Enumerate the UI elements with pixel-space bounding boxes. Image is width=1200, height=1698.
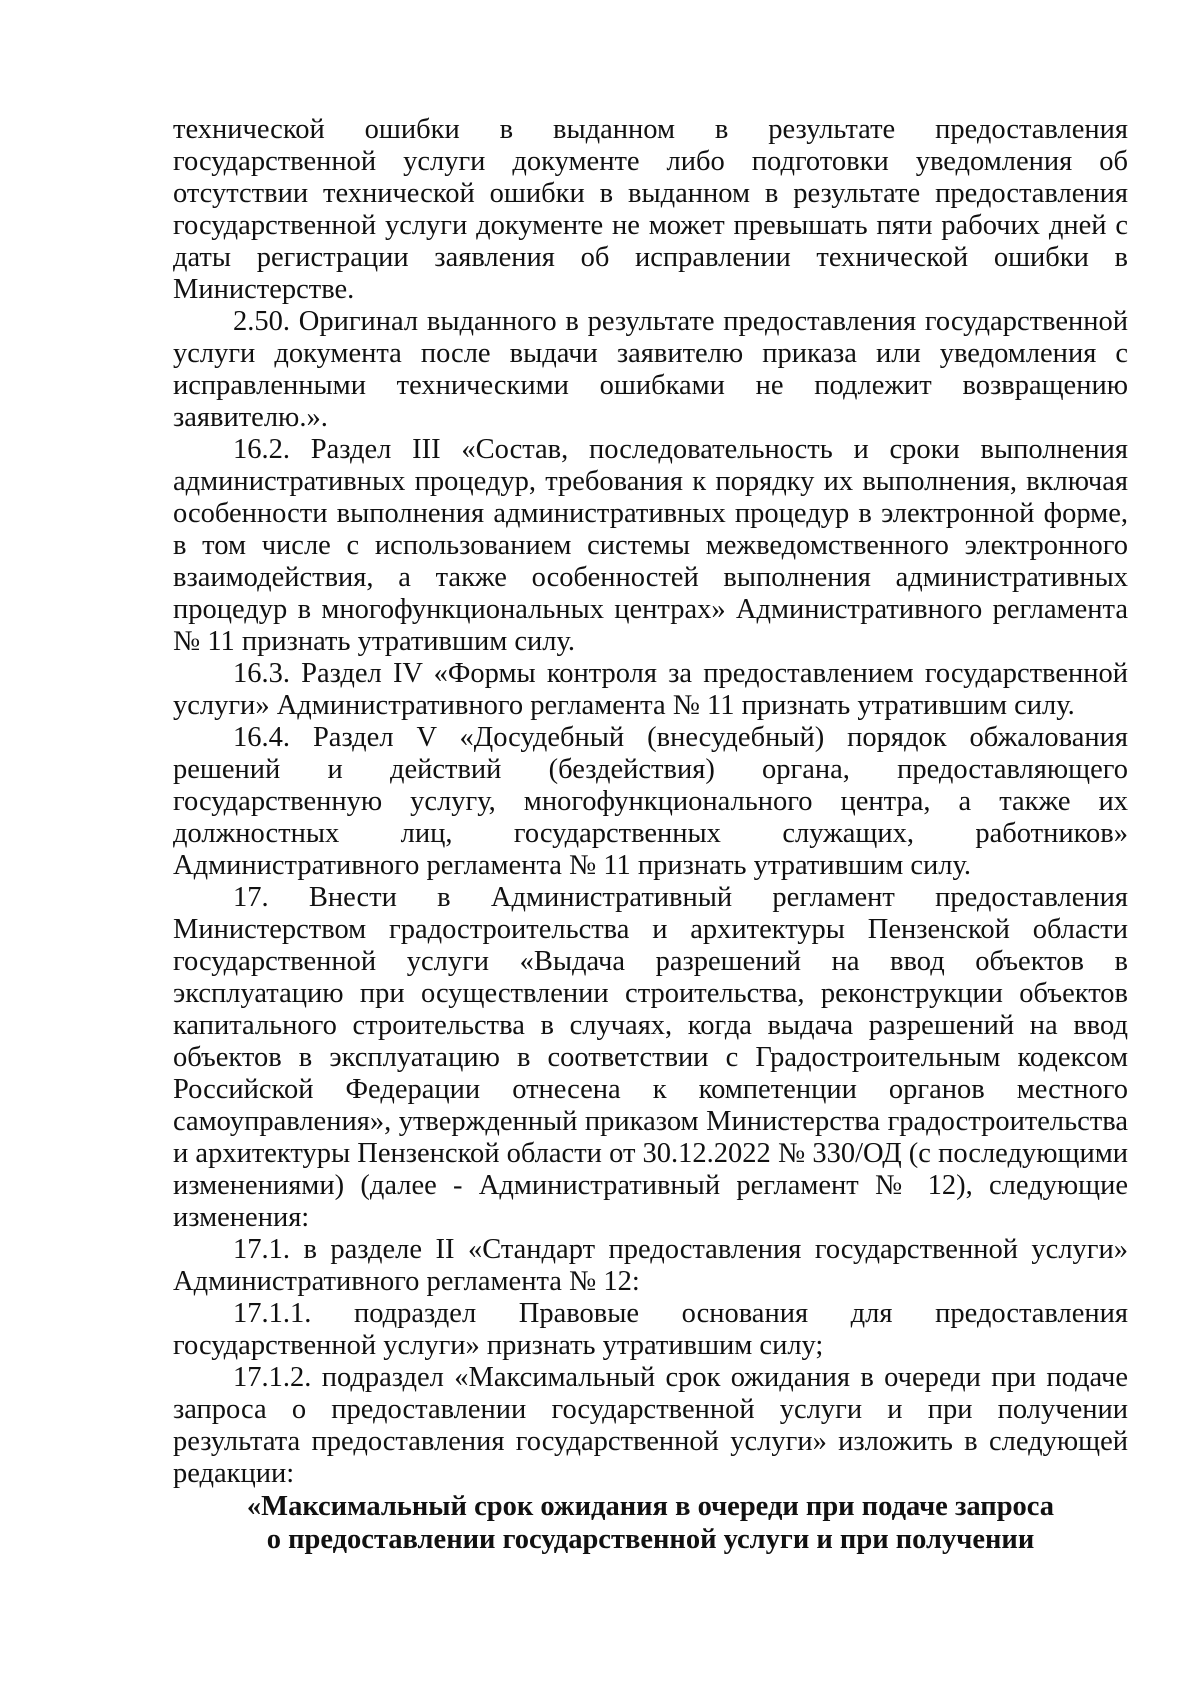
paragraph-17-1-1: 17.1.1. подраздел Правовые основания для предоставления государственной услуги» признать утратившим силу; [173, 1298, 1128, 1361]
paragraph-16-3: 16.3. Раздел IV «Формы контроля за предоставлением государственной услуги» Административного регламента № 11 признать утратившим силу. [173, 658, 1128, 721]
section-heading-line-1: «Максимальный срок ожидания в очереди при подаче запроса [246, 1491, 1055, 1522]
section-heading-line-2: о предоставлении государственной услуги и при получении [266, 1524, 1035, 1555]
paragraph-2-50: 2.50. Оригинал выданного в результате предоставления государственной услуги документа после выдачи заявителю приказа или уведомления с исправленными техническими ошибками не подлежит возвращению заявителю.». [173, 306, 1128, 433]
section-heading [173, 1490, 1128, 1556]
document-page [173, 114, 1128, 1556]
paragraph-continuation: технической ошибки в выданном в результате предоставления государственной услуги документе либо подготовки уведомления об отсутствии технической ошибки в выданном в результате предоставления государственной услуги документе не может превышать пяти рабочих дней с даты регистрации заявления об исправлении технической ошибки в Министерстве. [173, 114, 1128, 305]
paragraph-16-2: 16.2. Раздел III «Состав, последовательность и сроки выполнения административных процедур, требования к порядку их выполнения, включая особенности выполнения административных процедур в электронной форме, в том числе с использованием системы межведомственного электронного взаимодействия, а также особенностей выполнения административных процедур в многофункциональных центрах» Административного регламента № 11 признать утратившим силу. [173, 434, 1128, 657]
paragraph-17-1: 17.1. в разделе II «Стандарт предоставления государственной услуги» Административного регламента № 12: [173, 1234, 1128, 1297]
paragraph-16-4: 16.4. Раздел V «Досудебный (внесудебный) порядок обжалования решений и действий (бездействия) органа, предоставляющего государственную услугу, многофункционального центра, а также их должностных лиц, государственных служащих, работников» Административного регламента № 11 признать утратившим силу. [173, 722, 1128, 881]
paragraph-17: 17. Внести в Административный регламент предоставления Министерством градостроительства и архитектуры Пензенской области государственной услуги «Выдача разрешений на ввод объектов в эксплуатацию при осуществлении строительства, реконструкции объектов капитального строительства в случаях, когда выдача разрешений на ввод объектов в эксплуатацию в соответствии с Градостроительным кодексом Российской Федерации отнесена к компетенции органов местного самоуправления», утвержденный приказом Министерства градостроительства и архитектуры Пензенской области от 30.12.2022 № 330/ОД (с последующими изменениями) (далее - Административный регламент № 12), следующие изменения: [173, 882, 1128, 1233]
paragraph-17-1-2: 17.1.2. подраздел «Максимальный срок ожидания в очереди при подаче запроса о предоставлении государственной услуги и при получении результата предоставления государственной услуги» изложить в следующей редакции: [173, 1362, 1128, 1489]
